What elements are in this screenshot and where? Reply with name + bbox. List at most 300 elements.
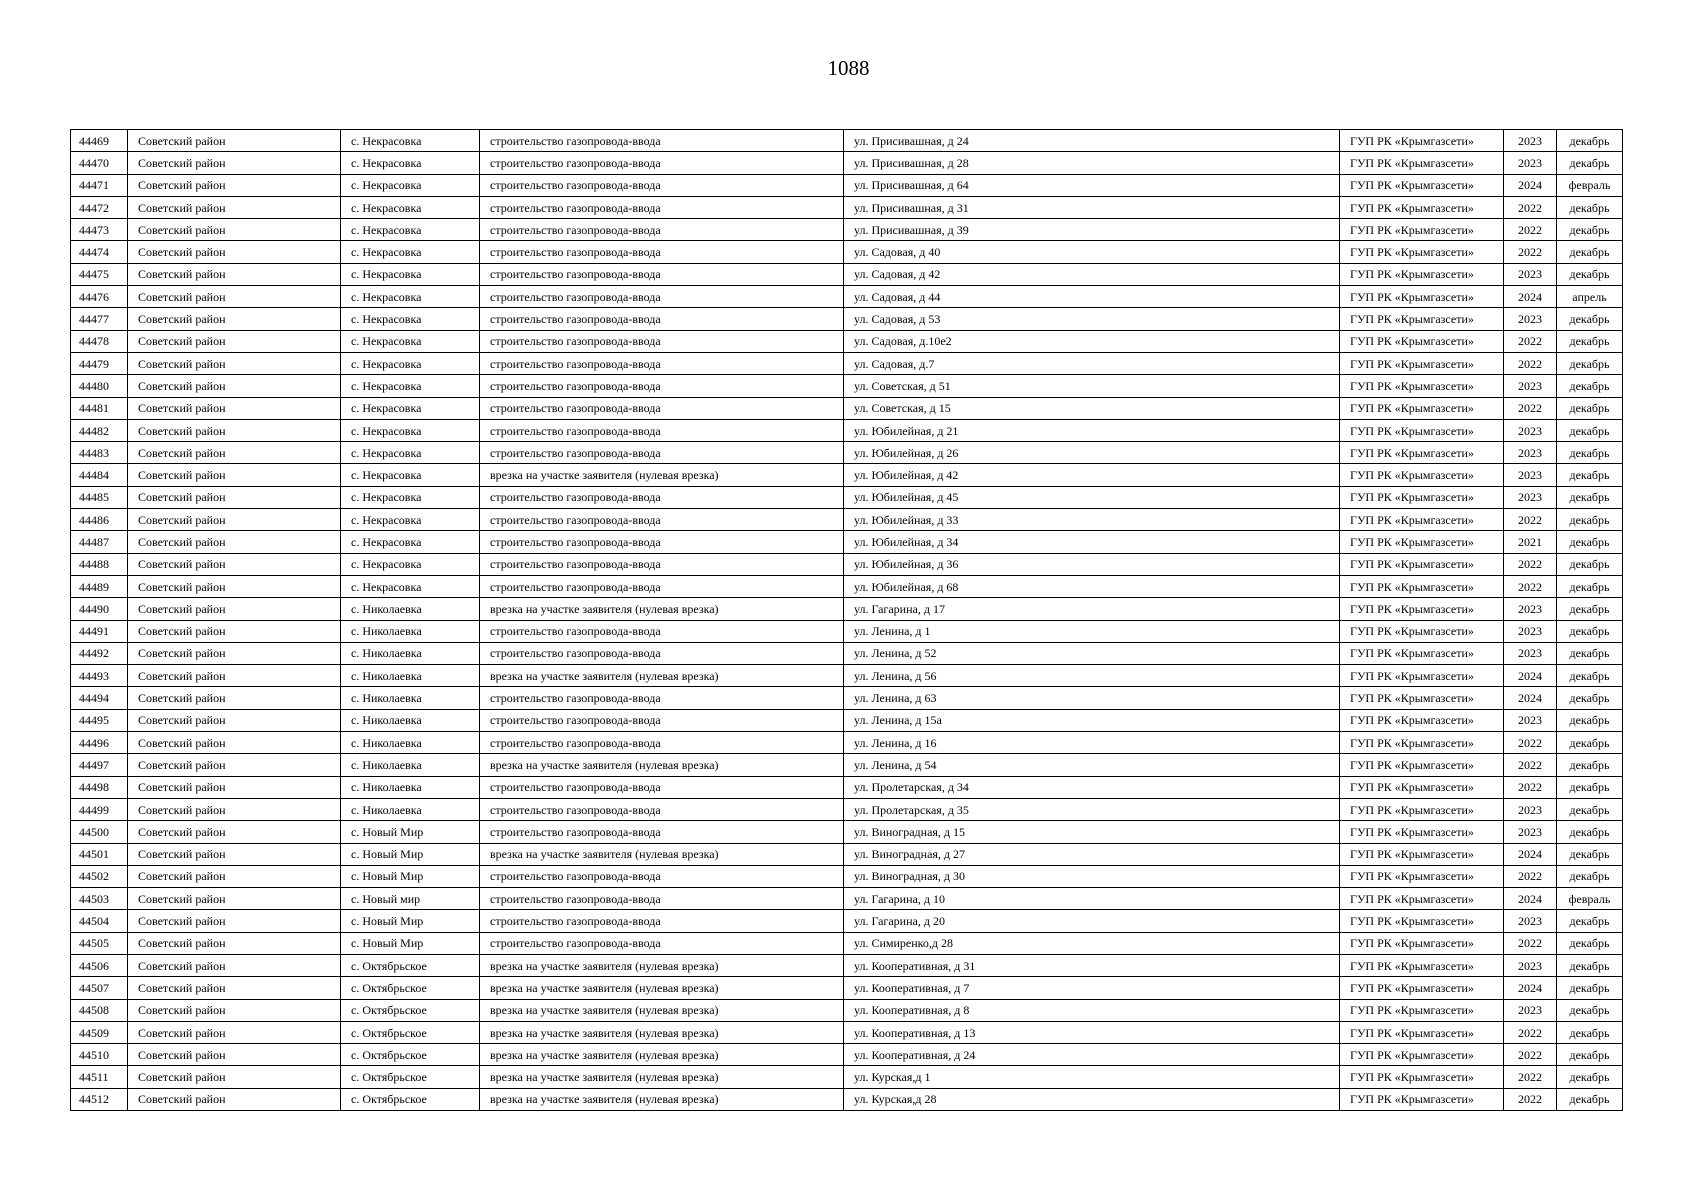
month-cell: февраль — [1557, 888, 1623, 910]
page-number: 1088 — [827, 56, 870, 80]
locality-cell: с. Новый Мир — [341, 865, 480, 887]
locality-cell: с. Николаевка — [341, 709, 480, 731]
table-row — [71, 196, 1623, 218]
row-number: 44487 — [71, 531, 128, 553]
district-cell: Советский район — [128, 219, 341, 241]
work-type-cell: врезка на участке заявителя (нулевая врезка) — [480, 464, 844, 486]
row-number: 44470 — [71, 152, 128, 174]
address-cell: ул. Ленина, д 54 — [844, 754, 1340, 776]
organization-cell: ГУП РК «Крымгазсети» — [1340, 1088, 1504, 1110]
row-number: 44483 — [71, 442, 128, 464]
organization-cell: ГУП РК «Крымгазсети» — [1340, 509, 1504, 531]
year-cell: 2022 — [1504, 732, 1557, 754]
organization-cell: ГУП РК «Крымгазсети» — [1340, 397, 1504, 419]
district-cell: Советский район — [128, 241, 341, 263]
district-cell: Советский район — [128, 286, 341, 308]
month-cell: декабрь — [1557, 932, 1623, 954]
locality-cell: с. Некрасовка — [341, 286, 480, 308]
district-cell: Советский район — [128, 509, 341, 531]
locality-cell: с. Октябрьское — [341, 999, 480, 1021]
year-cell: 2023 — [1504, 486, 1557, 508]
row-number: 44503 — [71, 888, 128, 910]
address-cell: ул. Гагарина, д 17 — [844, 598, 1340, 620]
month-cell: декабрь — [1557, 241, 1623, 263]
row-number: 44512 — [71, 1088, 128, 1110]
locality-cell: с. Николаевка — [341, 732, 480, 754]
work-type-cell: строительство газопровода-ввода — [480, 152, 844, 174]
address-cell: ул. Юбилейная, д 34 — [844, 531, 1340, 553]
work-type-cell: строительство газопровода-ввода — [480, 174, 844, 196]
district-cell: Советский район — [128, 776, 341, 798]
month-cell: декабрь — [1557, 397, 1623, 419]
month-cell: декабрь — [1557, 575, 1623, 597]
locality-cell: с. Некрасовка — [341, 419, 480, 441]
locality-cell: с. Некрасовка — [341, 575, 480, 597]
organization-cell: ГУП РК «Крымгазсети» — [1340, 286, 1504, 308]
address-cell: ул. Кооперативная, д 8 — [844, 999, 1340, 1021]
year-cell: 2022 — [1504, 553, 1557, 575]
locality-cell: с. Октябрьское — [341, 977, 480, 999]
work-type-cell: врезка на участке заявителя (нулевая врезка) — [480, 754, 844, 776]
district-cell: Советский район — [128, 620, 341, 642]
locality-cell: с. Николаевка — [341, 754, 480, 776]
month-cell: декабрь — [1557, 665, 1623, 687]
year-cell: 2023 — [1504, 464, 1557, 486]
row-number: 44493 — [71, 665, 128, 687]
locality-cell: с. Некрасовка — [341, 397, 480, 419]
year-cell: 2023 — [1504, 442, 1557, 464]
year-cell: 2024 — [1504, 286, 1557, 308]
district-cell: Советский район — [128, 732, 341, 754]
address-cell: ул. Садовая, д.7 — [844, 352, 1340, 374]
year-cell: 2024 — [1504, 843, 1557, 865]
address-cell: ул. Юбилейная, д 26 — [844, 442, 1340, 464]
table-row — [71, 932, 1623, 954]
address-cell: ул. Кооперативная, д 13 — [844, 1021, 1340, 1043]
address-cell: ул. Симиренко,д 28 — [844, 932, 1340, 954]
year-cell: 2023 — [1504, 821, 1557, 843]
district-cell: Советский район — [128, 1066, 341, 1088]
organization-cell: ГУП РК «Крымгазсети» — [1340, 977, 1504, 999]
district-cell: Советский район — [128, 330, 341, 352]
year-cell: 2023 — [1504, 598, 1557, 620]
row-number: 44471 — [71, 174, 128, 196]
table-row — [71, 553, 1623, 575]
month-cell: декабрь — [1557, 999, 1623, 1021]
locality-cell: с. Новый Мир — [341, 932, 480, 954]
district-cell: Советский район — [128, 709, 341, 731]
work-type-cell: врезка на участке заявителя (нулевая врезка) — [480, 1021, 844, 1043]
locality-cell: с. Октябрьское — [341, 1021, 480, 1043]
organization-cell: ГУП РК «Крымгазсети» — [1340, 1044, 1504, 1066]
row-number: 44485 — [71, 486, 128, 508]
work-type-cell: строительство газопровода-ввода — [480, 352, 844, 374]
month-cell: декабрь — [1557, 531, 1623, 553]
work-type-cell: врезка на участке заявителя (нулевая врезка) — [480, 598, 844, 620]
district-cell: Советский район — [128, 1021, 341, 1043]
locality-cell: с. Николаевка — [341, 642, 480, 664]
organization-cell: ГУП РК «Крымгазсети» — [1340, 1021, 1504, 1043]
year-cell: 2024 — [1504, 888, 1557, 910]
year-cell: 2022 — [1504, 509, 1557, 531]
table-row — [71, 442, 1623, 464]
year-cell: 2024 — [1504, 977, 1557, 999]
locality-cell: с. Новый Мир — [341, 843, 480, 865]
row-number: 44477 — [71, 308, 128, 330]
month-cell: декабрь — [1557, 843, 1623, 865]
address-cell: ул. Садовая, д.10е2 — [844, 330, 1340, 352]
address-cell: ул. Юбилейная, д 42 — [844, 464, 1340, 486]
row-number: 44507 — [71, 977, 128, 999]
locality-cell: с. Октябрьское — [341, 1088, 480, 1110]
year-cell: 2023 — [1504, 308, 1557, 330]
table-row — [71, 263, 1623, 285]
table-row — [71, 865, 1623, 887]
year-cell: 2022 — [1504, 932, 1557, 954]
locality-cell: с. Некрасовка — [341, 553, 480, 575]
work-type-cell: строительство газопровода-ввода — [480, 776, 844, 798]
locality-cell: с. Некрасовка — [341, 263, 480, 285]
row-number: 44473 — [71, 219, 128, 241]
district-cell: Советский район — [128, 130, 341, 152]
month-cell: декабрь — [1557, 754, 1623, 776]
organization-cell: ГУП РК «Крымгазсети» — [1340, 999, 1504, 1021]
organization-cell: ГУП РК «Крымгазсети» — [1340, 196, 1504, 218]
locality-cell: с. Некрасовка — [341, 352, 480, 374]
district-cell: Советский район — [128, 865, 341, 887]
row-number: 44508 — [71, 999, 128, 1021]
month-cell: декабрь — [1557, 798, 1623, 820]
month-cell: декабрь — [1557, 130, 1623, 152]
year-cell: 2024 — [1504, 174, 1557, 196]
organization-cell: ГУП РК «Крымгазсети» — [1340, 910, 1504, 932]
month-cell: декабрь — [1557, 486, 1623, 508]
row-number: 44478 — [71, 330, 128, 352]
month-cell: декабрь — [1557, 732, 1623, 754]
year-cell: 2022 — [1504, 397, 1557, 419]
district-cell: Советский район — [128, 1044, 341, 1066]
year-cell: 2023 — [1504, 152, 1557, 174]
table-row — [71, 509, 1623, 531]
year-cell: 2022 — [1504, 352, 1557, 374]
address-cell: ул. Садовая, д 40 — [844, 241, 1340, 263]
district-cell: Советский район — [128, 999, 341, 1021]
month-cell: декабрь — [1557, 709, 1623, 731]
address-cell: ул. Пролетарская, д 34 — [844, 776, 1340, 798]
year-cell: 2022 — [1504, 219, 1557, 241]
row-number: 44506 — [71, 954, 128, 976]
month-cell: декабрь — [1557, 598, 1623, 620]
row-number: 44511 — [71, 1066, 128, 1088]
address-cell: ул. Виноградная, д 30 — [844, 865, 1340, 887]
row-number: 44510 — [71, 1044, 128, 1066]
organization-cell: ГУП РК «Крымгазсети» — [1340, 375, 1504, 397]
organization-cell: ГУП РК «Крымгазсети» — [1340, 754, 1504, 776]
address-cell: ул. Юбилейная, д 45 — [844, 486, 1340, 508]
month-cell: декабрь — [1557, 1088, 1623, 1110]
work-type-cell: строительство газопровода-ввода — [480, 687, 844, 709]
district-cell: Советский район — [128, 977, 341, 999]
year-cell: 2023 — [1504, 910, 1557, 932]
address-cell: ул. Присивашная, д 24 — [844, 130, 1340, 152]
district-cell: Советский район — [128, 196, 341, 218]
district-cell: Советский район — [128, 397, 341, 419]
row-number: 44490 — [71, 598, 128, 620]
year-cell: 2022 — [1504, 1044, 1557, 1066]
row-number: 44488 — [71, 553, 128, 575]
row-number: 44495 — [71, 709, 128, 731]
month-cell: декабрь — [1557, 954, 1623, 976]
work-type-cell: строительство газопровода-ввода — [480, 865, 844, 887]
year-cell: 2022 — [1504, 1088, 1557, 1110]
locality-cell: с. Николаевка — [341, 620, 480, 642]
month-cell: декабрь — [1557, 977, 1623, 999]
row-number: 44498 — [71, 776, 128, 798]
year-cell: 2023 — [1504, 798, 1557, 820]
district-cell: Советский район — [128, 821, 341, 843]
month-cell: декабрь — [1557, 553, 1623, 575]
organization-cell: ГУП РК «Крымгазсети» — [1340, 665, 1504, 687]
locality-cell: с. Некрасовка — [341, 442, 480, 464]
organization-cell: ГУП РК «Крымгазсети» — [1340, 174, 1504, 196]
row-number: 44496 — [71, 732, 128, 754]
table-row — [71, 798, 1623, 820]
work-type-cell: строительство газопровода-ввода — [480, 442, 844, 464]
month-cell: декабрь — [1557, 352, 1623, 374]
address-cell: ул. Виноградная, д 27 — [844, 843, 1340, 865]
table-row — [71, 152, 1623, 174]
row-number: 44479 — [71, 352, 128, 374]
work-type-cell: строительство газопровода-ввода — [480, 397, 844, 419]
address-cell: ул. Присивашная, д 31 — [844, 196, 1340, 218]
district-cell: Советский район — [128, 308, 341, 330]
month-cell: апрель — [1557, 286, 1623, 308]
row-number: 44486 — [71, 509, 128, 531]
table-row — [71, 732, 1623, 754]
address-cell: ул. Присивашная, д 64 — [844, 174, 1340, 196]
month-cell: декабрь — [1557, 330, 1623, 352]
row-number: 44469 — [71, 130, 128, 152]
district-cell: Советский район — [128, 419, 341, 441]
row-number: 44476 — [71, 286, 128, 308]
table-row — [71, 486, 1623, 508]
row-number: 44497 — [71, 754, 128, 776]
work-type-cell: строительство газопровода-ввода — [480, 910, 844, 932]
year-cell: 2022 — [1504, 241, 1557, 263]
month-cell: декабрь — [1557, 1021, 1623, 1043]
row-number: 44501 — [71, 843, 128, 865]
locality-cell: с. Николаевка — [341, 776, 480, 798]
district-cell: Советский район — [128, 932, 341, 954]
locality-cell: с. Некрасовка — [341, 196, 480, 218]
organization-cell: ГУП РК «Крымгазсети» — [1340, 442, 1504, 464]
work-type-cell: строительство газопровода-ввода — [480, 709, 844, 731]
year-cell: 2022 — [1504, 1021, 1557, 1043]
row-number: 44491 — [71, 620, 128, 642]
organization-cell: ГУП РК «Крымгазсети» — [1340, 888, 1504, 910]
work-type-cell: строительство газопровода-ввода — [480, 509, 844, 531]
address-cell: ул. Советская, д 15 — [844, 397, 1340, 419]
district-cell: Советский район — [128, 598, 341, 620]
month-cell: декабрь — [1557, 620, 1623, 642]
table-row — [71, 1021, 1623, 1043]
locality-cell: с. Новый Мир — [341, 910, 480, 932]
work-type-cell: врезка на участке заявителя (нулевая врезка) — [480, 665, 844, 687]
organization-cell: ГУП РК «Крымгазсети» — [1340, 709, 1504, 731]
month-cell: декабрь — [1557, 419, 1623, 441]
year-cell: 2023 — [1504, 263, 1557, 285]
work-type-cell: строительство газопровода-ввода — [480, 642, 844, 664]
table-row — [71, 620, 1623, 642]
organization-cell: ГУП РК «Крымгазсети» — [1340, 732, 1504, 754]
year-cell: 2023 — [1504, 375, 1557, 397]
locality-cell: с. Николаевка — [341, 798, 480, 820]
row-number: 44481 — [71, 397, 128, 419]
table-row — [71, 954, 1623, 976]
month-cell: декабрь — [1557, 375, 1623, 397]
row-number: 44472 — [71, 196, 128, 218]
year-cell: 2022 — [1504, 575, 1557, 597]
district-cell: Советский район — [128, 464, 341, 486]
row-number: 44482 — [71, 419, 128, 441]
row-number: 44489 — [71, 575, 128, 597]
address-cell: ул. Ленина, д 15а — [844, 709, 1340, 731]
locality-cell: с. Некрасовка — [341, 509, 480, 531]
address-cell: ул. Ленина, д 1 — [844, 620, 1340, 642]
year-cell: 2023 — [1504, 130, 1557, 152]
work-type-cell: врезка на участке заявителя (нулевая врезка) — [480, 843, 844, 865]
address-cell: ул. Садовая, д 42 — [844, 263, 1340, 285]
table-row — [71, 1088, 1623, 1110]
district-cell: Советский район — [128, 798, 341, 820]
locality-cell: с. Октябрьское — [341, 1044, 480, 1066]
month-cell: декабрь — [1557, 442, 1623, 464]
organization-cell: ГУП РК «Крымгазсети» — [1340, 486, 1504, 508]
address-cell: ул. Юбилейная, д 68 — [844, 575, 1340, 597]
year-cell: 2022 — [1504, 196, 1557, 218]
district-cell: Советский район — [128, 754, 341, 776]
locality-cell: с. Некрасовка — [341, 375, 480, 397]
address-cell: ул. Юбилейная, д 33 — [844, 509, 1340, 531]
table-row — [71, 531, 1623, 553]
locality-cell: с. Некрасовка — [341, 486, 480, 508]
district-cell: Советский район — [128, 642, 341, 664]
row-number: 44492 — [71, 642, 128, 664]
work-type-cell: строительство газопровода-ввода — [480, 130, 844, 152]
organization-cell: ГУП РК «Крымгазсети» — [1340, 263, 1504, 285]
table-row — [71, 910, 1623, 932]
organization-cell: ГУП РК «Крымгазсети» — [1340, 1066, 1504, 1088]
month-cell: декабрь — [1557, 219, 1623, 241]
month-cell: декабрь — [1557, 152, 1623, 174]
district-cell: Советский район — [128, 954, 341, 976]
district-cell: Советский район — [128, 174, 341, 196]
organization-cell: ГУП РК «Крымгазсети» — [1340, 843, 1504, 865]
year-cell: 2021 — [1504, 531, 1557, 553]
row-number: 44480 — [71, 375, 128, 397]
address-cell: ул. Присивашная, д 39 — [844, 219, 1340, 241]
locality-cell: с. Некрасовка — [341, 219, 480, 241]
work-type-cell: строительство газопровода-ввода — [480, 732, 844, 754]
work-type-cell: строительство газопровода-ввода — [480, 821, 844, 843]
registry-table — [70, 129, 1623, 1111]
row-number: 44484 — [71, 464, 128, 486]
district-cell: Советский район — [128, 263, 341, 285]
work-type-cell: врезка на участке заявителя (нулевая врезка) — [480, 999, 844, 1021]
work-type-cell: строительство газопровода-ввода — [480, 196, 844, 218]
address-cell: ул. Гагарина, д 20 — [844, 910, 1340, 932]
table-body — [71, 130, 1623, 1111]
locality-cell: с. Некрасовка — [341, 308, 480, 330]
district-cell: Советский район — [128, 888, 341, 910]
locality-cell: с. Некрасовка — [341, 174, 480, 196]
organization-cell: ГУП РК «Крымгазсети» — [1340, 330, 1504, 352]
district-cell: Советский район — [128, 442, 341, 464]
row-number: 44504 — [71, 910, 128, 932]
table-row — [71, 1044, 1623, 1066]
organization-cell: ГУП РК «Крымгазсети» — [1340, 932, 1504, 954]
address-cell: ул. Советская, д 51 — [844, 375, 1340, 397]
month-cell: декабрь — [1557, 196, 1623, 218]
work-type-cell: строительство газопровода-ввода — [480, 219, 844, 241]
table-row — [71, 665, 1623, 687]
month-cell: декабрь — [1557, 464, 1623, 486]
row-number: 44475 — [71, 263, 128, 285]
district-cell: Советский район — [128, 531, 341, 553]
locality-cell: с. Новый Мир — [341, 821, 480, 843]
table-row — [71, 130, 1623, 152]
address-cell: ул. Кооперативная, д 7 — [844, 977, 1340, 999]
work-type-cell: строительство газопровода-ввода — [480, 308, 844, 330]
organization-cell: ГУП РК «Крымгазсети» — [1340, 821, 1504, 843]
address-cell: ул. Присивашная, д 28 — [844, 152, 1340, 174]
locality-cell: с. Некрасовка — [341, 464, 480, 486]
address-cell: ул. Ленина, д 56 — [844, 665, 1340, 687]
table-row — [71, 575, 1623, 597]
work-type-cell: врезка на участке заявителя (нулевая врезка) — [480, 1088, 844, 1110]
table-row — [71, 888, 1623, 910]
district-cell: Советский район — [128, 910, 341, 932]
locality-cell: с. Николаевка — [341, 598, 480, 620]
organization-cell: ГУП РК «Крымгазсети» — [1340, 642, 1504, 664]
month-cell: декабрь — [1557, 642, 1623, 664]
work-type-cell: строительство газопровода-ввода — [480, 419, 844, 441]
month-cell: декабрь — [1557, 687, 1623, 709]
year-cell: 2023 — [1504, 709, 1557, 731]
year-cell: 2022 — [1504, 754, 1557, 776]
table-row — [71, 754, 1623, 776]
locality-cell: с. Некрасовка — [341, 241, 480, 263]
organization-cell: ГУП РК «Крымгазсети» — [1340, 130, 1504, 152]
table-row — [71, 1066, 1623, 1088]
month-cell: февраль — [1557, 174, 1623, 196]
work-type-cell: строительство газопровода-ввода — [480, 375, 844, 397]
organization-cell: ГУП РК «Крымгазсети» — [1340, 865, 1504, 887]
organization-cell: ГУП РК «Крымгазсети» — [1340, 464, 1504, 486]
table-row — [71, 776, 1623, 798]
organization-cell: ГУП РК «Крымгазсети» — [1340, 531, 1504, 553]
year-cell: 2022 — [1504, 865, 1557, 887]
month-cell: декабрь — [1557, 509, 1623, 531]
year-cell: 2023 — [1504, 999, 1557, 1021]
locality-cell: с. Некрасовка — [341, 130, 480, 152]
district-cell: Советский район — [128, 486, 341, 508]
locality-cell: с. Некрасовка — [341, 152, 480, 174]
locality-cell: с. Николаевка — [341, 687, 480, 709]
year-cell: 2023 — [1504, 419, 1557, 441]
work-type-cell: врезка на участке заявителя (нулевая врезка) — [480, 954, 844, 976]
organization-cell: ГУП РК «Крымгазсети» — [1340, 687, 1504, 709]
